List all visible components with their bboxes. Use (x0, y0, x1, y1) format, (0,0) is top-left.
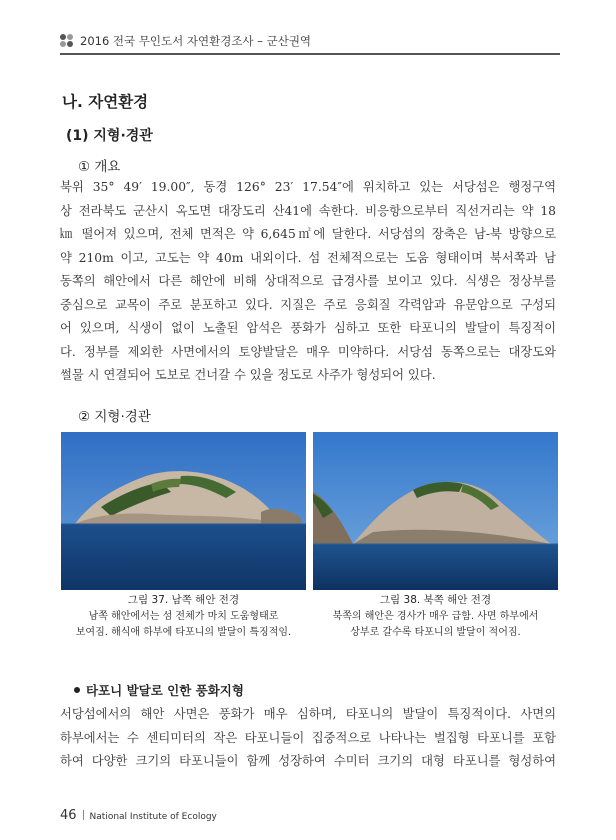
footer-divider (83, 810, 84, 820)
overview-paragraph (60, 176, 556, 388)
text-line: 어 있으며, 식생이 없이 노출된 암석은 풍화가 심하고 또한 타포니의 발달이 특징적이 (60, 321, 556, 335)
item-heading-landscape: ② 지형·경관 (78, 409, 151, 425)
text-line: 중심으로 교목이 주로 분포하고 있다. 지질은 주로 응회질 각력암과 유문암으로 구성되 (60, 297, 556, 312)
tafoni-paragraph (60, 703, 556, 774)
header-rule (60, 53, 560, 55)
text-line: 동쪽의 해안에서 다른 해안에 비해 상대적으로 급경사를 보이고 있다. 식생은 정상부를 (60, 274, 556, 288)
text-line: 서당섬에서의 해안 사면은 풍화가 매우 심하며, 타포니의 발달이 특징적이다. 사면의 (60, 707, 556, 721)
figure-37-desc-line: 보여짐. 해식애 하부에 타포니의 발달이 특징적임. (75, 627, 292, 638)
text-line: 썰물 시 연결되어 도보로 건너갈 수 있을 정도로 사주가 형성되어 있다. (60, 368, 436, 382)
section-title: 나. 자연환경 (62, 93, 149, 111)
bullet-icon (74, 687, 80, 693)
page-footer (60, 804, 217, 823)
item-heading-overview: ① 개요 (78, 159, 121, 175)
header-bullet-icon (60, 34, 74, 48)
text-line: 약 210m 이고, 고도는 약 40m 내외이다. 섬 전체적으로는 도움 형태이며 북서쪽과 남 (60, 250, 556, 265)
running-header (60, 30, 560, 52)
text-line: 상 전라북도 군산시 옥도면 대장도리 산41에 속한다. 비응항으로부터 직선거리는 약 18 (60, 203, 556, 218)
text-line: ㎞ 떨어져 있으며, 전체 면적은 약 6,645㎡에 달한다. 서당섬의 장축은 남-북 방향으로 (60, 227, 556, 241)
text-line: 하부에서는 수 센티미터의 작은 타포니들이 집중적으로 나타나는 벌집형 타포니를 포함 (60, 730, 556, 745)
tafoni-heading-text: 타포니 발달로 인한 풍화지형 (86, 683, 244, 698)
text-line: 다. 정부를 제외한 사면에서의 토양발달은 매우 미약하다. 서당섬 동쪽으로는 대장도와 (60, 344, 556, 359)
north-coast-photo (313, 432, 558, 590)
figure-37-title: 그림 37. 남쪽 해안 전경 (127, 594, 240, 606)
figure-37-caption (61, 592, 306, 641)
footer-organization: National Institute of Ecology (89, 812, 217, 822)
figure-38-desc-line: 북쪽의 해안은 경사가 매우 급함. 사면 하부에서 (332, 611, 539, 622)
tafoni-heading (74, 681, 244, 699)
figure-38-caption (313, 592, 558, 641)
figure-37-desc-line: 남쪽 해안에서는 섬 전체가 마치 도움형태로 (88, 611, 279, 622)
running-title: 2016 전국 무인도서 자연환경조사 – 군산권역 (80, 34, 312, 48)
south-coast-photo (61, 432, 306, 590)
text-line: 북위 35° 49′ 19.00″, 동경 126° 23′ 17.54″에 위치하고 있는 서당섬은 행정구역 (60, 180, 556, 194)
subsection-title: (1) 지형·경관 (66, 128, 153, 144)
figure-38-title: 그림 38. 북쪽 해안 전경 (379, 594, 492, 606)
page-number: 46 (60, 808, 77, 823)
text-line: 하여 다양한 크기의 타포니들이 함께 성장하여 수미터 크기의 대형 타포니를 형성하여 (60, 754, 556, 768)
figure-38-desc-line: 상부로 갈수록 타포니의 발달이 적어짐. (350, 627, 521, 638)
